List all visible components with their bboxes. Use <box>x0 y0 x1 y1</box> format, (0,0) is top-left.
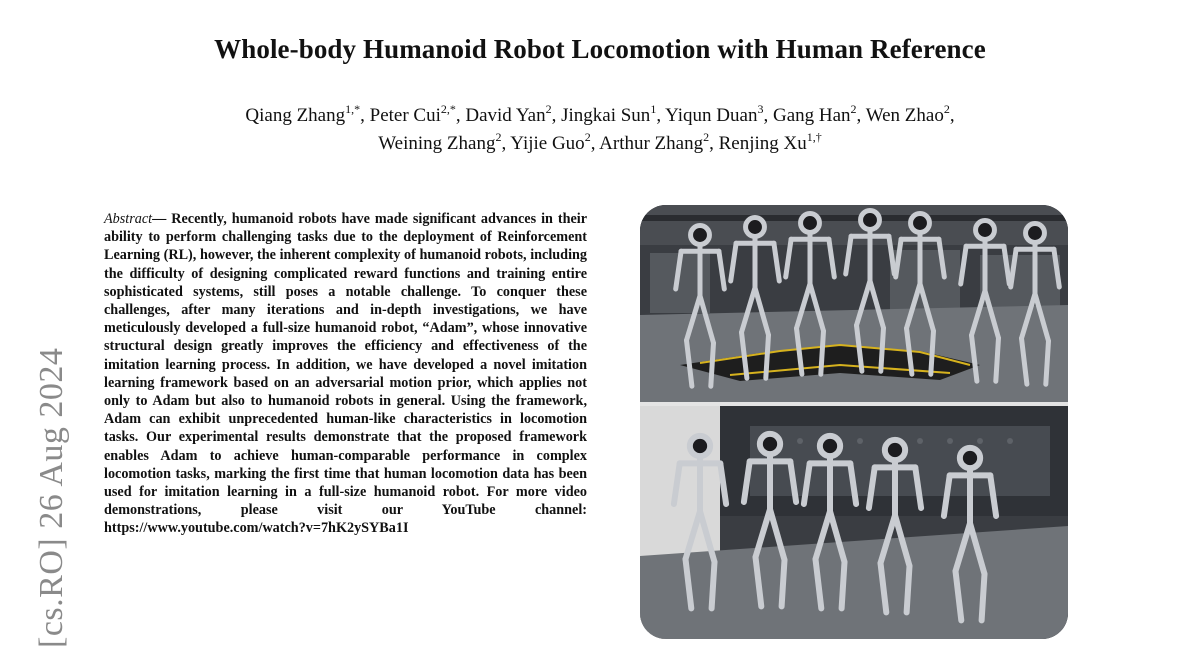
author-name-text: Yiqun Duan <box>665 105 758 126</box>
author-name-text: Weining Zhang <box>378 133 496 154</box>
author-affiliation: 3 <box>757 101 764 116</box>
author-list <box>110 102 1090 158</box>
author-name-text: Gang Han <box>772 105 851 126</box>
robot-squat-walking-photo <box>640 406 1068 639</box>
author-affiliation: 1 <box>650 101 657 116</box>
author-affiliation: 2 <box>584 129 591 144</box>
author-name <box>718 129 822 154</box>
author-affiliation: 2 <box>703 129 710 144</box>
author-name <box>378 129 502 154</box>
abstract-lead: Abstract <box>104 211 153 227</box>
author-name-text: Renjing Xu <box>718 133 807 154</box>
author-name-text: Arthur Zhang <box>599 133 704 154</box>
author-name <box>369 101 456 126</box>
author-name <box>665 101 764 126</box>
abstract-dash: — <box>152 211 172 227</box>
author-affiliation: 2,* <box>440 101 456 116</box>
author-affiliation: 2 <box>545 101 552 116</box>
author-name-text: David Yan <box>465 105 546 126</box>
author-line-1: Qiang Zhang$^{1,*}$, Peter Cui$^{2,*}$, David Yan$^2$, Jingkai Sun$^1$, Yiqun Duan$^3$, Gang Han$^2$, Wen Zhao$^2$, <box>245 101 955 126</box>
author-name <box>561 101 657 126</box>
author-name <box>245 101 361 126</box>
author-affiliation: 2 <box>943 101 950 116</box>
author-name <box>510 129 591 154</box>
abstract-text: Recently, humanoid robots have made significant advances in their ability to perform challenging tasks due to the deployment of Reinforcement Learning (RL), however, the inherent complexity of humanoid robots, including the difficulty of designing complicated reward functions and training entire sophisticated systems, still poses a notable challenge. To conquer these challenges, after many iterations and in-depth investigations, we have meticulously developed a full-size humanoid robot, “Adam”, whose innovative structural design greatly improves the efficiency and effectiveness of the imitation learning process. In addition, we have developed a novel imitation learning framework based on an adversarial motion prior, which applies not only to Adam but also to humanoid robots in general. Using the framework, Adam can exhibit unprecedented human-like characteristics in locomotion tasks. Our experimental results demonstrate that the proposed framework enables Adam to achieve human-comparable performance in complex locomotion tasks, marking the first time that human locomotion data has been used for imitation learning in a full-size humanoid robot. For more video demonstrations, please visit our YouTube channel: https://www.youtube.com/watch?v=7hK2ySYBa1I <box>104 211 588 537</box>
author-name-text: Jingkai Sun <box>561 105 651 126</box>
author-name <box>865 101 950 126</box>
author-affiliation: 2 <box>850 101 857 116</box>
author-affiliation: 2 <box>495 129 502 144</box>
author-name-text: Peter Cui <box>369 105 441 126</box>
author-name <box>599 129 710 154</box>
robot-walking-over-ramp-photo <box>640 205 1068 402</box>
author-name <box>465 101 552 126</box>
arxiv-stamp: [cs.RO] 26 Aug 2024 <box>33 347 70 648</box>
author-affiliation: 1,* <box>345 101 361 116</box>
author-affiliation: 1,† <box>806 129 822 144</box>
author-name-text: Qiang Zhang <box>245 105 346 126</box>
author-name <box>772 101 857 126</box>
abstract <box>104 210 587 538</box>
paper-title: Whole-body Humanoid Robot Locomotion with Human Reference <box>214 34 986 64</box>
author-name-text: Wen Zhao <box>865 105 944 126</box>
teaser-figure <box>640 205 1068 639</box>
author-line-2: Weining Zhang$^2$, Yijie Guo$^2$, Arthur Zhang$^2$, Renjing $Xu^{1,\dagger}$ <box>378 129 822 154</box>
author-name-text: Yijie Guo <box>510 133 585 154</box>
